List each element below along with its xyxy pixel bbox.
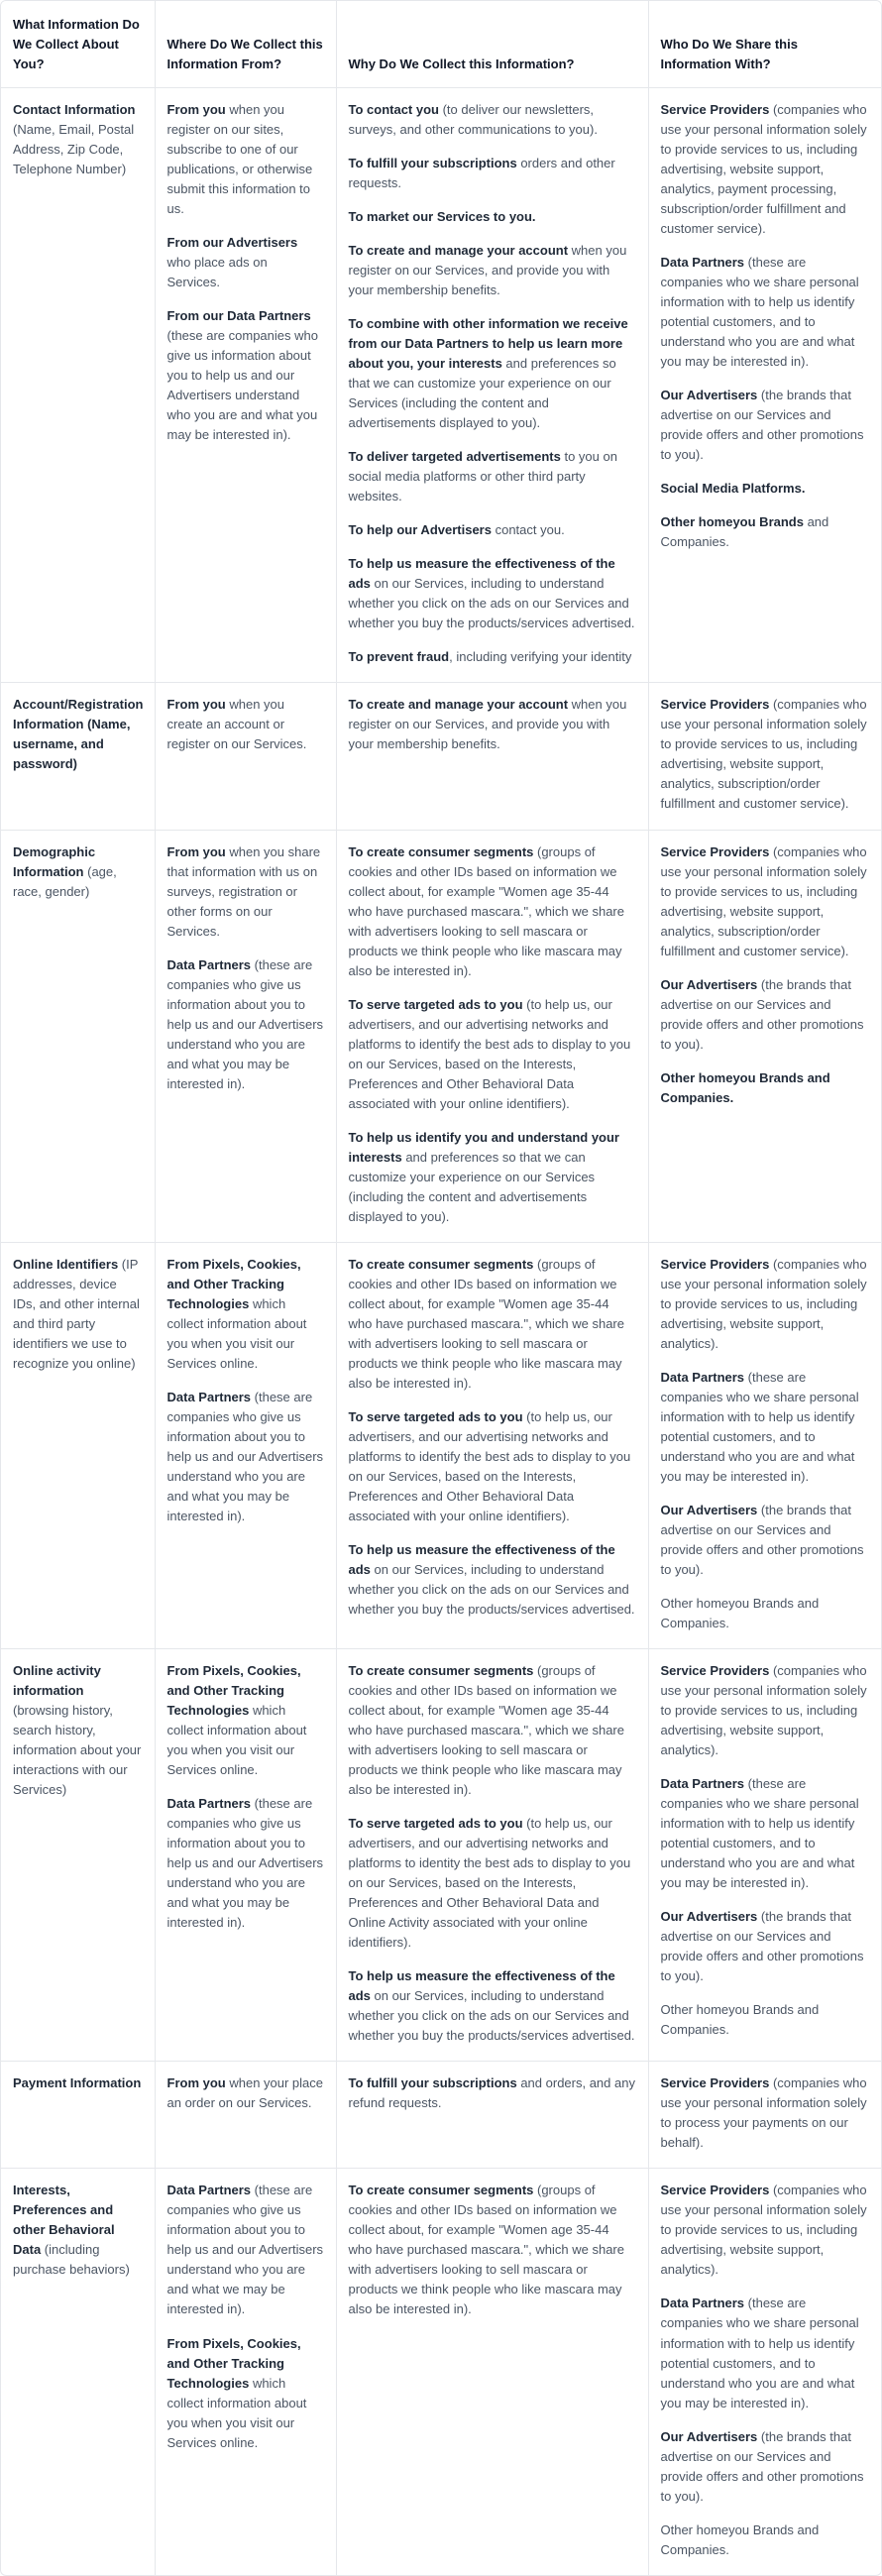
cell-what xyxy=(1,2062,155,2169)
paragraph: To help us measure the effectiveness of the ads on our Services, including to understand whether you click on the ads on our Services and whether you buy the products/services advertised. xyxy=(348,1541,635,1618)
cell-who xyxy=(648,1649,882,2062)
column-header-why: Why Do We Collect this Information? xyxy=(336,1,648,88)
paragraph: Data Partners (these are companies who give us information about you to help us and our Advertisers understand who you are and what you may be interested in). xyxy=(166,956,324,1091)
paragraph: Payment Information xyxy=(13,2075,142,2091)
paragraph: Data Partners (these are companies who give us information about you to help us and our Advertisers understand who you are and what you may be interested in). xyxy=(166,1389,324,1523)
paragraph: To create and manage your account when you register on our Services, and provide you with your membership benefits. xyxy=(348,243,627,298)
paragraph: Our Advertisers (the brands that advertise on our Services and provide offers and other promotions to you). xyxy=(660,976,864,1052)
cell-who xyxy=(648,1242,882,1648)
cell-who xyxy=(648,830,882,1242)
column-header-what: What Information Do We Collect About You? xyxy=(1,1,155,88)
paragraph: Contact Information (Name, Email, Postal Address, Zip Code, Telephone Number) xyxy=(13,102,136,177)
data-collection-table xyxy=(1,1,882,2575)
cell-what xyxy=(1,830,155,1242)
paragraph: Our Advertisers (the brands that advertise on our Services and provide offers and other promotions to you). xyxy=(660,1909,864,1984)
cell-what xyxy=(1,1649,155,2062)
paragraph: To prevent fraud, including verifying your identity xyxy=(348,649,632,665)
paragraph: To deliver targeted advertisements to you on social media platforms or other third party websites. xyxy=(348,449,617,504)
table-row xyxy=(1,683,882,830)
paragraph: To help our Advertisers contact you. xyxy=(348,522,565,538)
paragraph: Our Advertisers (the brands that advertise on our Services and provide offers and other promotions to you). xyxy=(660,1502,864,1577)
paragraph: Other homeyou Brands and Companies. xyxy=(660,2521,820,2557)
paragraph: Account/Registration Information (Name, username, and password) xyxy=(13,697,144,772)
paragraph: From Pixels, Cookies, and Other Tracking Technologies which collect information about you when you visit our Services online. xyxy=(166,1256,307,1371)
table-row xyxy=(1,88,882,683)
paragraph: To help us measure the effectiveness of the ads on our Services, including to understand whether you click on the ads on our Services and whether you buy the products/services advertised. xyxy=(348,1968,635,2044)
paragraph: Service Providers (companies who use your personal information solely to provide services to us, including advertising, website support, analytics, subscription/order fulfillment and customer service). xyxy=(660,843,867,958)
cell-where xyxy=(155,1649,336,2062)
paragraph: To market our Services to you. xyxy=(348,209,536,225)
table-row xyxy=(1,2062,882,2169)
cell-what xyxy=(1,2169,155,2575)
paragraph: To fulfill your subscriptions orders and other requests. xyxy=(348,156,615,191)
cell-who xyxy=(648,683,882,830)
paragraph: To create consumer segments (groups of cookies and other IDs based on information we collect about, for example "Women age 35-44 who have purchased mascara.", which we share with advertisers looking to sell mascara or products we think people who like mascara may also be interested in). xyxy=(348,1663,624,1798)
paragraph: Interests, Preferences and other Behavioral Data (including purchase behaviors) xyxy=(13,2183,130,2278)
paragraph: Service Providers (companies who use your personal information solely to provide services to us, including advertising, website support, analytics, payment processing, subscription/order fulfillment and customer service). xyxy=(660,102,867,237)
paragraph: From Pixels, Cookies, and Other Tracking Technologies which collect information about you when you visit our Services online. xyxy=(166,2335,307,2450)
cell-why xyxy=(336,88,648,683)
paragraph: Data Partners (these are companies who we share personal information with to help us identify potential customers, and to understand who you are and what you may be interested in). xyxy=(660,1369,859,1484)
paragraph: Other homeyou Brands and Companies. xyxy=(660,1069,830,1105)
paragraph: Online activity information (browsing history, search history, information about your interactions with our Services) xyxy=(13,1663,142,1798)
column-header-who: Who Do We Share this Information With? xyxy=(648,1,882,88)
paragraph: Other homeyou Brands and Companies. xyxy=(660,2002,820,2038)
paragraph: Other homeyou Brands and Companies. xyxy=(660,1596,820,1631)
paragraph: From you when you share that information with us on surveys, registration or other forms on our Services. xyxy=(166,843,321,939)
paragraph: From you when your place an order on our Services. xyxy=(166,2075,324,2111)
cell-where xyxy=(155,88,336,683)
paragraph: To serve targeted ads to you (to help us, our advertisers, and our advertising networks and platforms to identify the best ads to display to you on our Services, based on the Interests, Preferences and Other Behavioral Data associated with your online identifiers). xyxy=(348,996,631,1111)
cell-why xyxy=(336,1649,648,2062)
paragraph: Our Advertisers (the brands that advertise on our Services and provide offers and other promotions to you). xyxy=(660,388,864,463)
cell-who xyxy=(648,88,882,683)
paragraph: From you when you register on our sites, subscribe to one of our publications, or otherwise submit this information to us. xyxy=(166,102,313,217)
cell-where xyxy=(155,2062,336,2169)
cell-why xyxy=(336,2062,648,2169)
paragraph: Our Advertisers (the brands that advertise on our Services and provide offers and other promotions to you). xyxy=(660,2428,864,2504)
table-row xyxy=(1,2169,882,2575)
cell-where xyxy=(155,830,336,1242)
cell-who xyxy=(648,2169,882,2575)
cell-what xyxy=(1,1242,155,1648)
table-row xyxy=(1,1242,882,1648)
paragraph: From our Advertisers who place ads on Services. xyxy=(166,235,298,290)
paragraph: Data Partners (these are companies who we share personal information with to help us identify potential customers, and to understand who you are and what you may be interested in). xyxy=(660,1776,859,1891)
cell-why xyxy=(336,830,648,1242)
header-row xyxy=(1,1,882,88)
paragraph: To help us measure the effectiveness of the ads on our Services, including to understand whether you click on the ads on our Services and whether you buy the products/services advertised. xyxy=(348,556,635,631)
paragraph: Online Identifiers (IP addresses, device IDs, and other internal and third party identifiers we use to recognize you online) xyxy=(13,1256,140,1371)
paragraph: To help us identify you and understand your interests and preferences so that we can customize your experience on our Services (including the content and advertisements displayed to you). xyxy=(348,1129,619,1224)
cell-where xyxy=(155,1242,336,1648)
paragraph: Data Partners (these are companies who give us information about you to help us and our Advertisers understand who you are and what you may be interested in). xyxy=(166,1796,324,1931)
paragraph: To create consumer segments (groups of cookies and other IDs based on information we collect about, for example "Women age 35-44 who have purchased mascara.", which we share with advertisers looking to sell mascara or products we think people who like mascara may also be interested in). xyxy=(348,843,624,978)
paragraph: From Pixels, Cookies, and Other Tracking Technologies which collect information about you when you visit our Services online. xyxy=(166,1663,307,1778)
paragraph: Data Partners (these are companies who we share personal information with to help us identify potential customers, and to understand who you are and what you may be interested in). xyxy=(660,255,859,370)
paragraph: To serve targeted ads to you (to help us, our advertisers, and our advertising networks and platforms to identity the best ads to display to you on our Services, based on the Interests, Preferences and Other Behavioral Data and Online Activity associated with your online identifiers). xyxy=(348,1816,631,1951)
cell-what xyxy=(1,683,155,830)
table-row xyxy=(1,830,882,1242)
paragraph: Service Providers (companies who use your personal information solely to provide services to us, including advertising, website support, analytics, subscription/order fulfillment and customer service). xyxy=(660,697,867,812)
paragraph: From our Data Partners (these are companies who give us information about you to help us and our Advertisers understand who you are and what you may be interested in). xyxy=(166,308,318,443)
paragraph: Service Providers (companies who use your personal information solely to provide services to us, including advertising, website support, analytics). xyxy=(660,1256,867,1351)
paragraph: To combine with other information we receive from our Data Partners to help us learn more about you, your interests and preferences so that we can customize your experience on our Services (including the content and advertisements displayed to you). xyxy=(348,316,628,431)
paragraph: From you when you create an account or register on our Services. xyxy=(166,697,307,752)
paragraph: Data Partners (these are companies who we share personal information with to help us identify potential customers, and to understand who you are and what you may be interested in). xyxy=(660,2296,859,2410)
table-body xyxy=(1,88,882,2575)
paragraph: To create consumer segments (groups of cookies and other IDs based on information we collect about, for example "Women age 35-44 who have purchased mascara.", which we share with advertisers looking to sell mascara or products we think people who like mascara may also be interested in). xyxy=(348,1256,624,1391)
paragraph: To create and manage your account when you register on our Services, and provide you with your membership benefits. xyxy=(348,697,627,752)
paragraph: To create consumer segments (groups of cookies and other IDs based on information we collect about, for example "Women age 35-44 who have purchased mascara.", which we share with advertisers looking to sell mascara or products we think people who like mascara may also be interested in). xyxy=(348,2183,624,2317)
cell-where xyxy=(155,683,336,830)
cell-why xyxy=(336,2169,648,2575)
cell-where xyxy=(155,2169,336,2575)
paragraph: Other homeyou Brands and Companies. xyxy=(660,514,829,550)
cell-why xyxy=(336,1242,648,1648)
paragraph: Service Providers (companies who use your personal information solely to provide services to us, including advertising, website support, analytics). xyxy=(660,2183,867,2278)
cell-why xyxy=(336,683,648,830)
cell-what xyxy=(1,88,155,683)
paragraph: Social Media Platforms. xyxy=(660,481,806,497)
paragraph: Service Providers (companies who use your personal information solely to provide services to us, including advertising, website support, analytics). xyxy=(660,1663,867,1758)
paragraph: To fulfill your subscriptions and orders, and any refund requests. xyxy=(348,2075,635,2111)
paragraph: Demographic Information (age, race, gender) xyxy=(13,843,117,899)
paragraph: Data Partners (these are companies who give us information about you to help us and our Advertisers understand who you are and what we may be interested in). xyxy=(166,2183,324,2317)
paragraph: To serve targeted ads to you (to help us, our advertisers, and our advertising networks and platforms to identify the best ads to display to you on our Services, based on the Interests, Preferences and Other Behavioral Data associated with your online identifiers). xyxy=(348,1408,631,1523)
cell-who xyxy=(648,2062,882,2169)
column-header-where: Where Do We Collect this Information From? xyxy=(155,1,336,88)
table-row xyxy=(1,1649,882,2062)
paragraph: To contact you (to deliver our newsletters, surveys, and other communications to you). xyxy=(348,102,598,138)
paragraph: Service Providers (companies who use your personal information solely to process your payments on our behalf). xyxy=(660,2075,867,2151)
